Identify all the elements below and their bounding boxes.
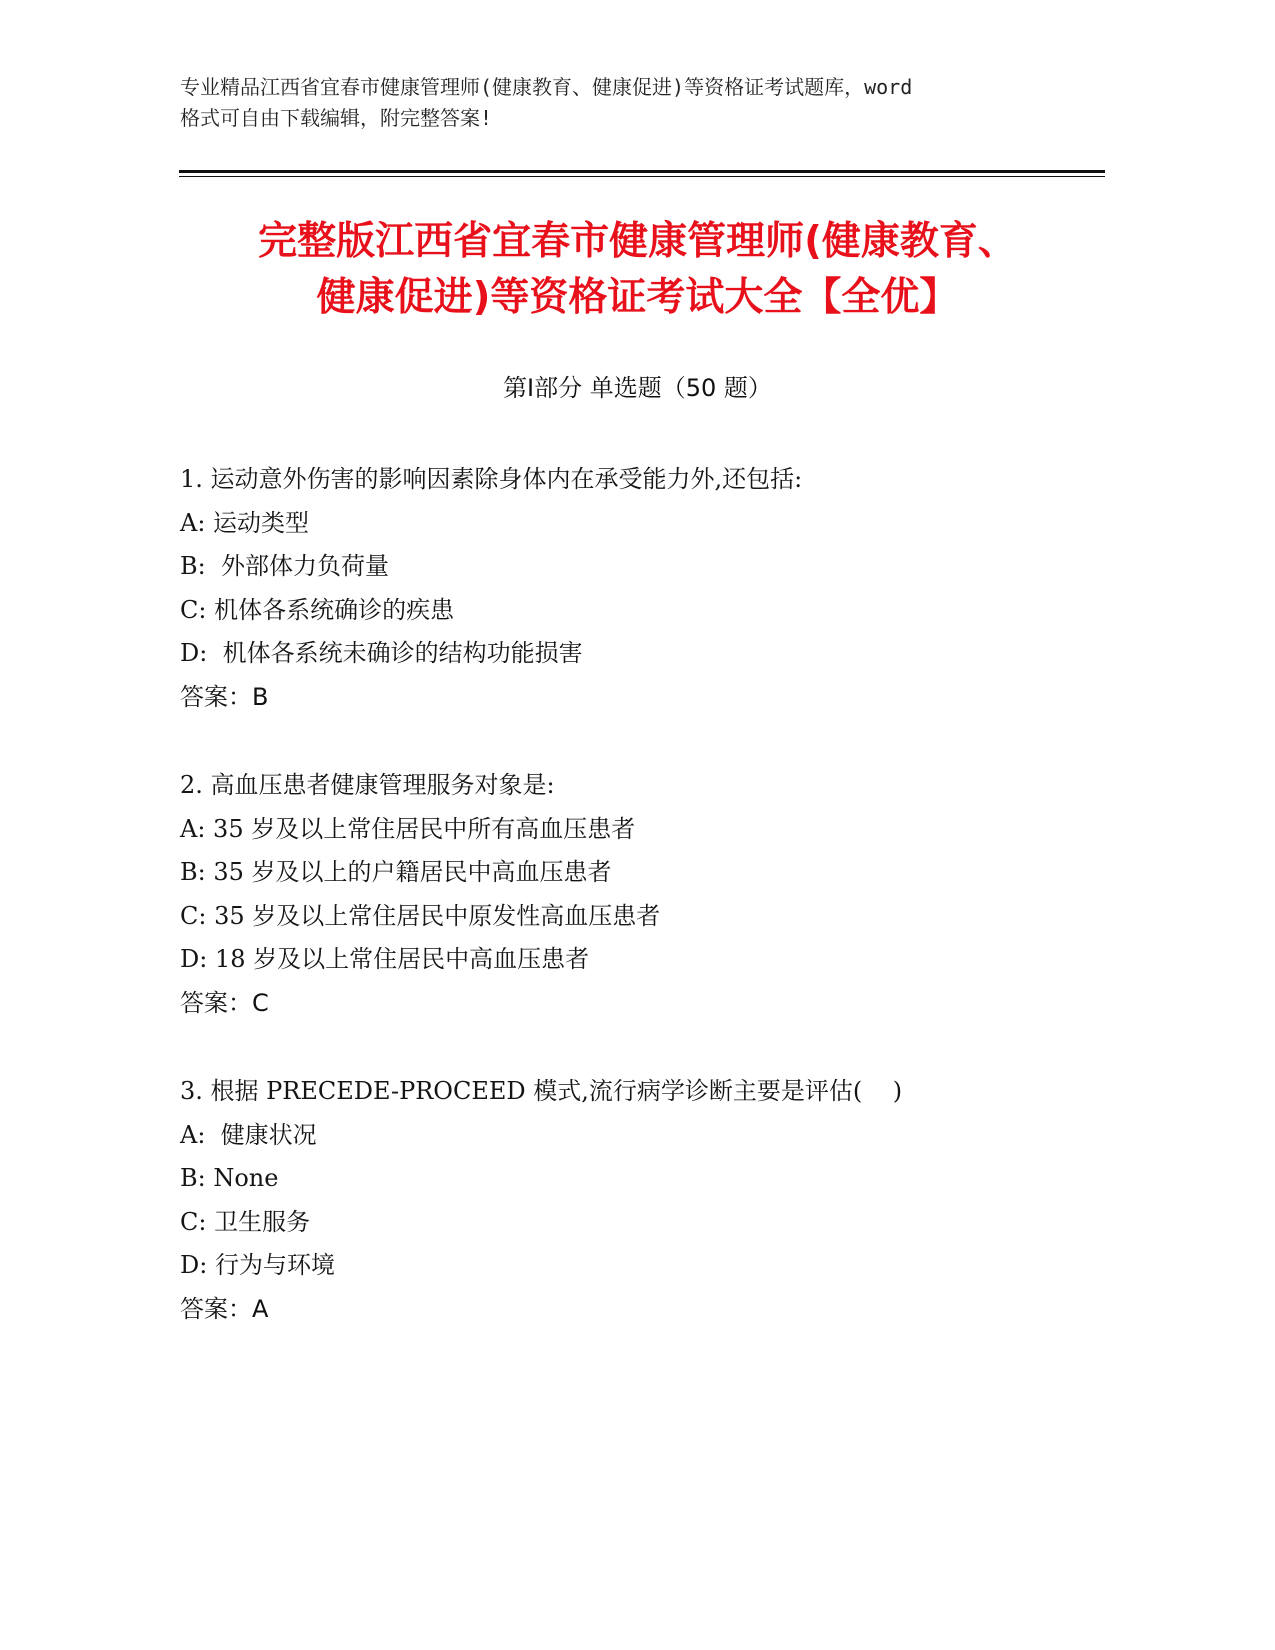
option-c: C: 35 岁及以上常住居民中原发性高血压患者 — [180, 901, 661, 930]
header-note-line-1: 专业精品江西省宜春市健康管理师(健康教育、健康促进)等资格证考试题库，word — [180, 75, 913, 99]
option-c: C: 机体各系统确诊的疾患 — [180, 595, 455, 624]
option-d: D: 行为与环境 — [180, 1251, 335, 1279]
section-title: 第Ⅰ部分 单选题（50 题） — [503, 374, 772, 402]
question-1 — [180, 458, 1100, 719]
option-d: D: 机体各系统未确诊的结构功能损害 — [180, 639, 583, 667]
document-title-line-2: 健康促进)等资格证考试大全【全优】 — [316, 275, 959, 320]
answer: 答案：A — [180, 1294, 269, 1323]
option-b: B: None — [180, 1164, 279, 1192]
option-b: B: 35 岁及以上的户籍居民中高血压患者 — [180, 858, 612, 886]
question-stem: 2. 高血压患者健康管理服务对象是: — [180, 771, 555, 799]
header-rule-thick — [179, 170, 1105, 173]
header-rule-thin — [179, 176, 1105, 177]
question-stem: 1. 运动意外伤害的影响因素除身体内在承受能力外,还包括: — [180, 465, 803, 493]
question-stem: 3. 根据 PRECEDE-PROCEED 模式,流行病学诊断主要是评估( ) — [180, 1077, 903, 1105]
header-note — [180, 72, 1100, 134]
option-c: C: 卫生服务 — [180, 1207, 311, 1236]
answer: 答案：B — [180, 682, 269, 711]
option-a: A: 运动类型 — [180, 508, 310, 537]
header-note-line-2: 格式可自由下载编辑，附完整答案! — [180, 106, 493, 130]
document-title-line-1: 完整版江西省宜春市健康管理师(健康教育、 — [258, 219, 1017, 264]
answer: 答案：C — [180, 988, 269, 1017]
document-title — [120, 214, 1155, 326]
option-b: B: 外部体力负荷量 — [180, 552, 389, 580]
question-3 — [180, 1070, 1100, 1331]
question-2 — [180, 764, 1100, 1025]
question-list — [180, 458, 1100, 1376]
option-a: A: 35 岁及以上常住居民中所有高血压患者 — [180, 814, 636, 843]
option-d: D: 18 岁及以上常住居民中高血压患者 — [180, 945, 590, 973]
option-a: A: 健康状况 — [180, 1120, 317, 1149]
